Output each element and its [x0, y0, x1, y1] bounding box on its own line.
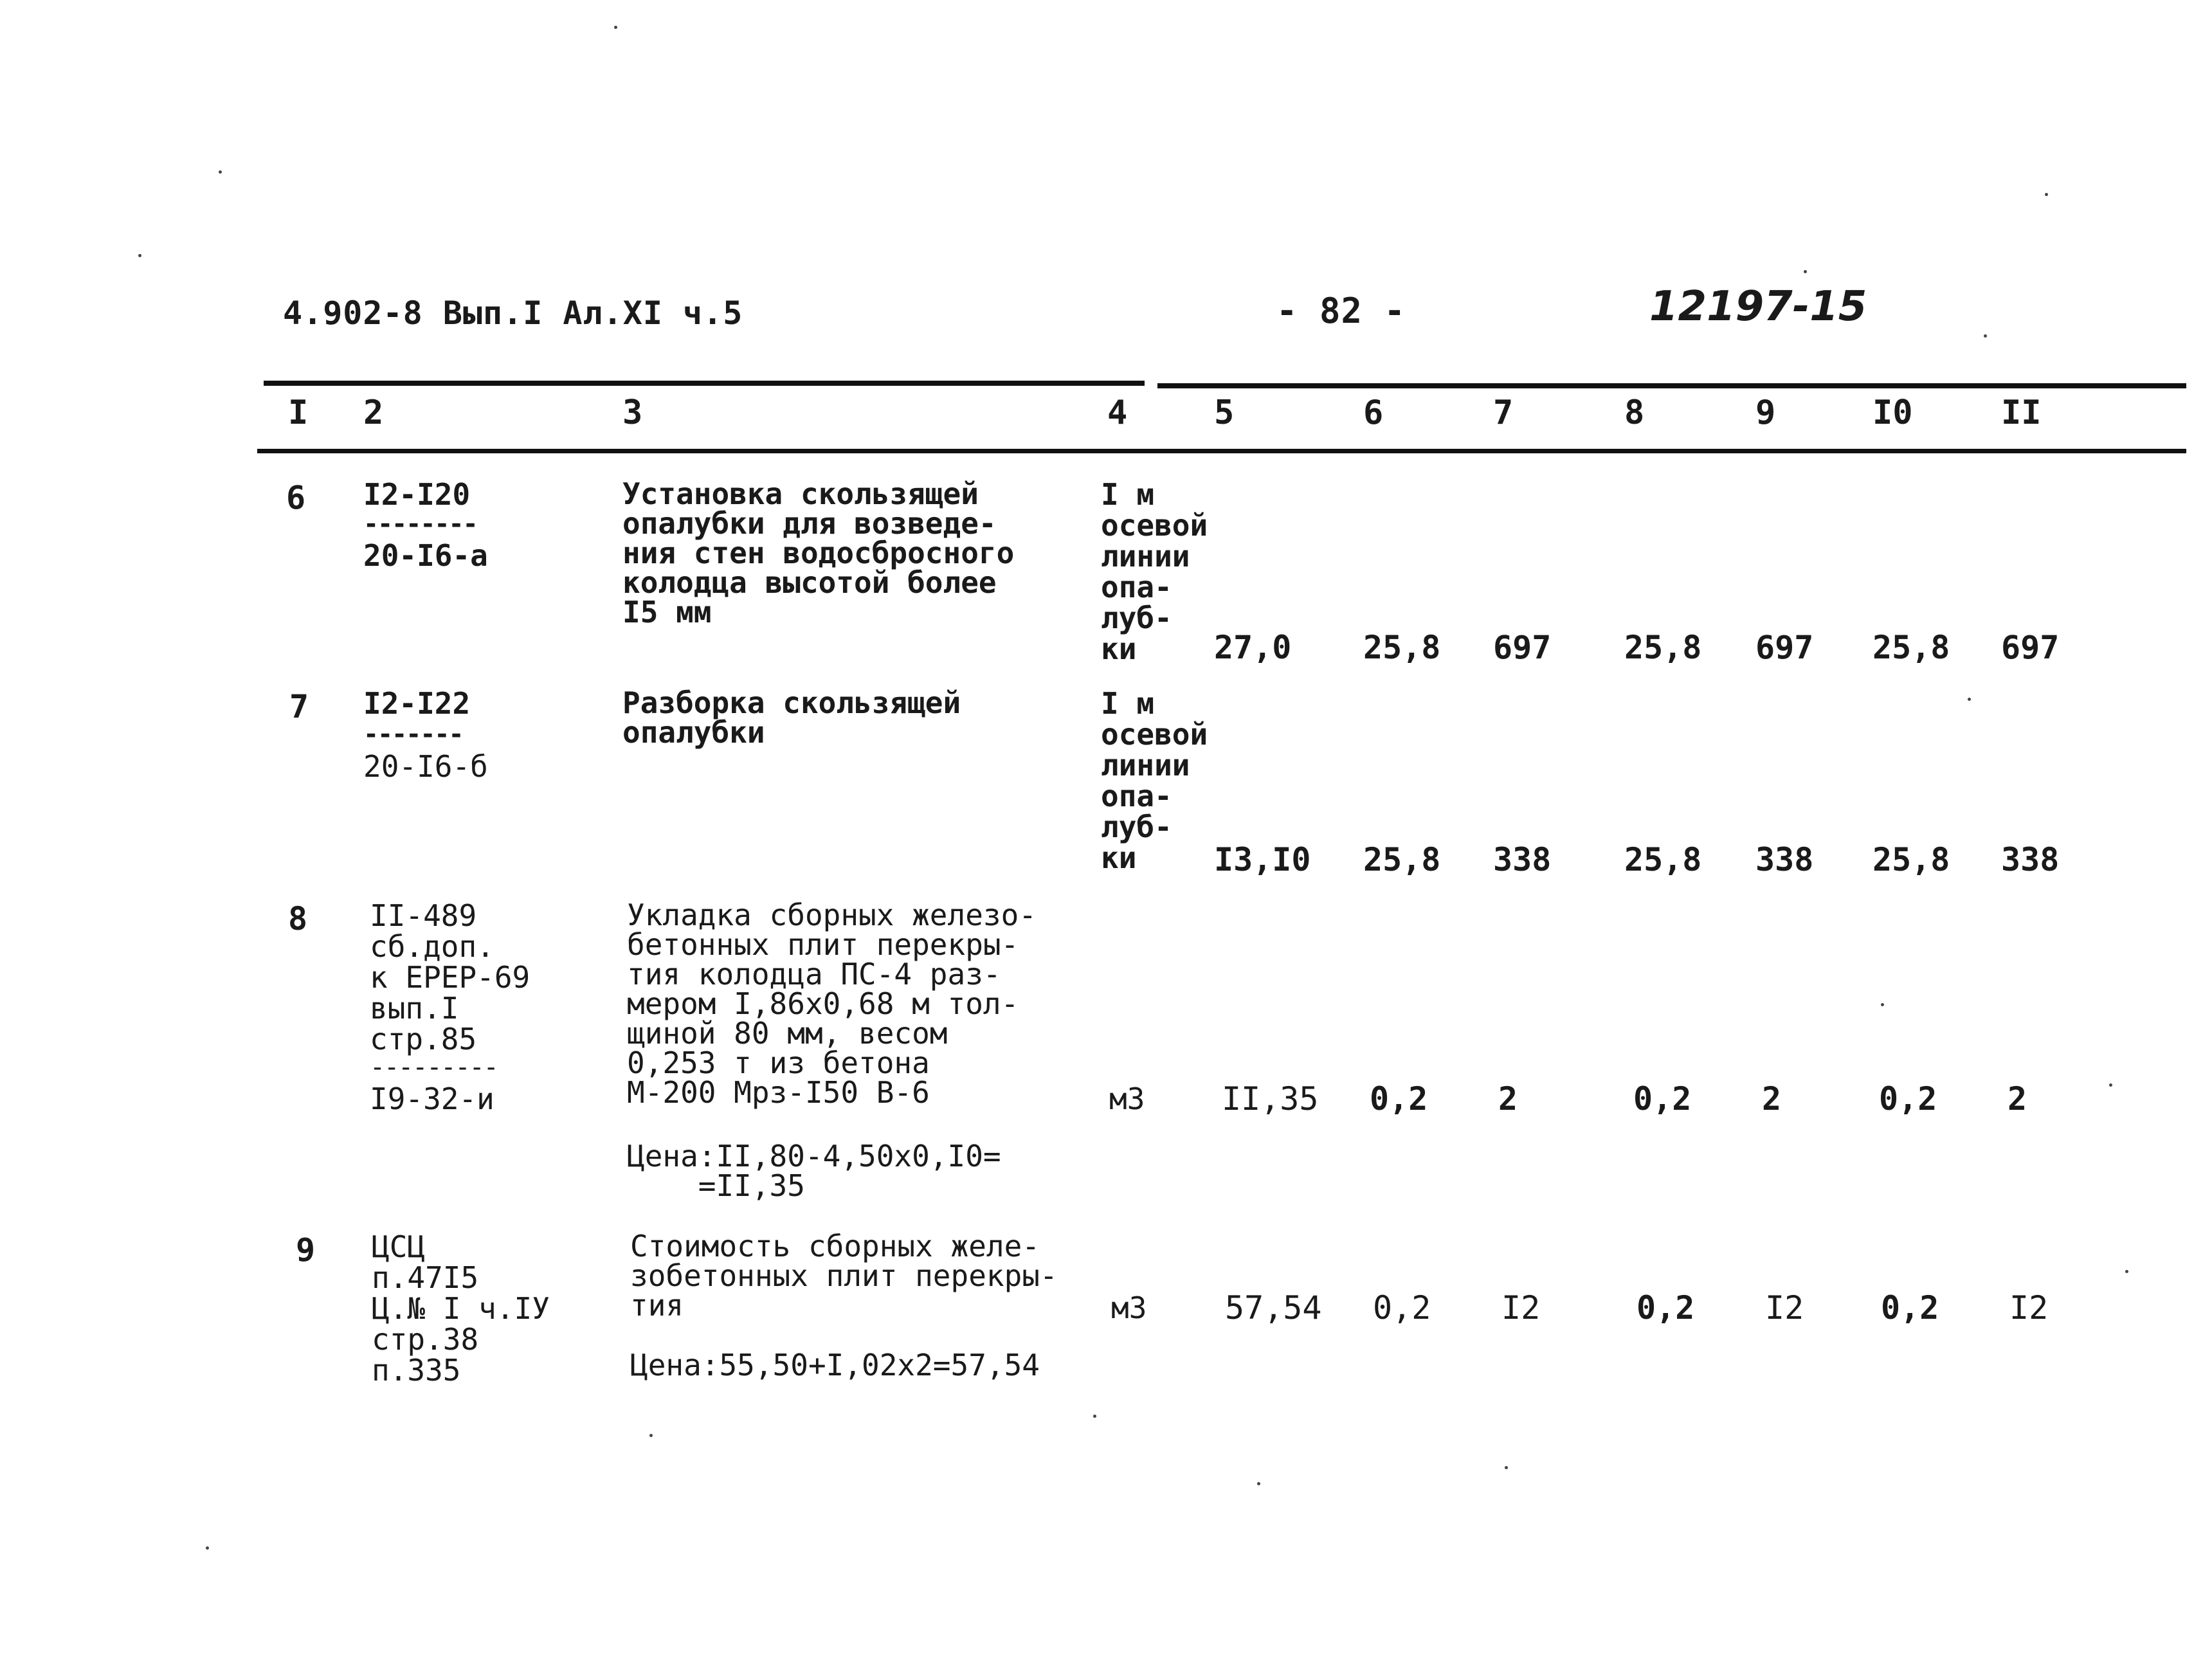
- row-value-col11: 2: [2008, 1080, 2027, 1118]
- scan-speck: [206, 1546, 209, 1550]
- row-value-col11: I2: [2009, 1289, 2049, 1326]
- row-unit: м3: [1111, 1290, 1147, 1325]
- row-value-col8: 0,2: [1633, 1080, 1692, 1118]
- row-value-col8: 0,2: [1636, 1289, 1695, 1326]
- row-price: Цена:55,50+I,02х2=57,54: [630, 1348, 1040, 1382]
- scan-speck: [2045, 193, 2048, 196]
- row-unit: м3: [1109, 1082, 1145, 1116]
- column-header-10: I0: [1872, 394, 1913, 432]
- row-price: Цена:II,80-4,50х0,I0= =II,35: [627, 1139, 1001, 1203]
- column-header-8: 8: [1624, 394, 1645, 432]
- row-code-top: I2-I20: [363, 477, 471, 512]
- row-code-top: II-489 сб.доп. к ЕРЕР-69 вып.I стр.85: [370, 898, 530, 1056]
- scan-speck: [649, 1434, 653, 1437]
- row-value-col8: 25,8: [1624, 841, 1702, 878]
- row-unit: I м осевой линии опа- луб- ки: [1101, 686, 1208, 875]
- row-value-col10: 25,8: [1872, 629, 1950, 666]
- scan-speck: [1881, 1003, 1884, 1006]
- row-value-col6: 0,2: [1373, 1289, 1431, 1326]
- row-code-bottom: I9-32-и: [370, 1082, 494, 1116]
- scan-speck: [219, 170, 222, 174]
- scan-speck: [1093, 1415, 1096, 1418]
- row-number: 7: [289, 688, 309, 725]
- row-number: 9: [296, 1231, 316, 1269]
- row-value-col5: 27,0: [1214, 629, 1292, 666]
- row-value-col9: 338: [1755, 841, 1814, 878]
- scan-speck: [138, 254, 141, 257]
- row-description: Укладка сборных железо- бетонных плит перекры- тия колодца ПС-4 раз- мером I,86х0,68 м тол- щиной 80 мм, весом 0,253 т из бетона М-200 Мрз-I50 В-6: [627, 898, 1037, 1110]
- row-code-bottom: 20-I6-б: [363, 749, 488, 784]
- row-value-col11: 338: [2001, 841, 2060, 878]
- row-code-bottom: 20-I6-а: [363, 538, 488, 573]
- row-description: Разборка скользящей опалубки: [622, 685, 961, 750]
- scan-speck: [2125, 1270, 2128, 1273]
- row-number: 6: [286, 479, 306, 516]
- row-unit: I м осевой линии опа- луб- ки: [1101, 477, 1208, 666]
- row-value-col11: 697: [2001, 629, 2060, 666]
- row-value-col5: II,35: [1222, 1080, 1319, 1118]
- row-value-col10: 25,8: [1872, 841, 1950, 878]
- row-value-col10: 0,2: [1879, 1080, 1937, 1118]
- row-code-separator: --------: [363, 509, 477, 539]
- row-value-col7: 338: [1493, 841, 1552, 878]
- row-value-col5: I3,I0: [1214, 841, 1311, 878]
- document-reference: 4.902-8 Вып.I Ал.XI ч.5: [283, 294, 743, 332]
- column-header-1: I: [288, 394, 309, 432]
- column-header-9: 9: [1755, 394, 1776, 432]
- column-header-2: 2: [363, 394, 384, 432]
- row-code-separator: -------: [363, 720, 463, 749]
- row-description: Стоимость сборных желе- зобетонных плит перекры- тия: [630, 1229, 1058, 1323]
- row-value-col6: 25,8: [1363, 629, 1441, 666]
- scan-speck: [1804, 270, 1807, 273]
- row-code-separator: ---------: [370, 1053, 498, 1082]
- table-top-rule-left: [264, 381, 1145, 386]
- row-description: Установка скользящей опалубки для возведе- ния стен водосбросного колодца высотой более I5 мм: [622, 476, 1015, 629]
- row-value-col8: 25,8: [1624, 629, 1702, 666]
- scan-speck: [2109, 1083, 2112, 1087]
- column-header-11: II: [2001, 394, 2042, 432]
- row-value-col9: 697: [1755, 629, 1814, 666]
- column-header-6: 6: [1363, 394, 1384, 432]
- row-value-col7: I2: [1501, 1289, 1541, 1326]
- row-number: 8: [288, 900, 308, 937]
- column-header-7: 7: [1493, 394, 1514, 432]
- table-top-rule-right: [1157, 383, 2186, 388]
- row-value-col7: 697: [1493, 629, 1552, 666]
- column-header-4: 4: [1107, 394, 1128, 432]
- row-value-col10: 0,2: [1881, 1289, 1939, 1326]
- scan-speck: [1984, 334, 1987, 338]
- column-header-3: 3: [622, 394, 643, 432]
- row-value-col5: 57,54: [1225, 1289, 1322, 1326]
- scan-speck: [614, 26, 617, 29]
- scan-speck: [1968, 698, 1971, 701]
- handwritten-code: 12197-15: [1649, 283, 1867, 330]
- row-code-top: ЦСЦ п.47I5 Ц.№ I ч.IУ стр.38 п.335: [372, 1229, 550, 1388]
- scan-speck: [1257, 1482, 1260, 1485]
- row-code-top: I2-I22: [363, 686, 471, 721]
- row-value-col9: I2: [1765, 1289, 1804, 1326]
- row-value-col9: 2: [1762, 1080, 1782, 1118]
- row-value-col7: 2: [1498, 1080, 1518, 1118]
- page-number: - 82 -: [1276, 291, 1406, 331]
- row-value-col6: 25,8: [1363, 841, 1441, 878]
- table-header-bottom-rule: [257, 449, 2186, 453]
- column-header-5: 5: [1214, 394, 1235, 432]
- scan-speck: [1505, 1466, 1508, 1469]
- row-value-col6: 0,2: [1370, 1080, 1428, 1118]
